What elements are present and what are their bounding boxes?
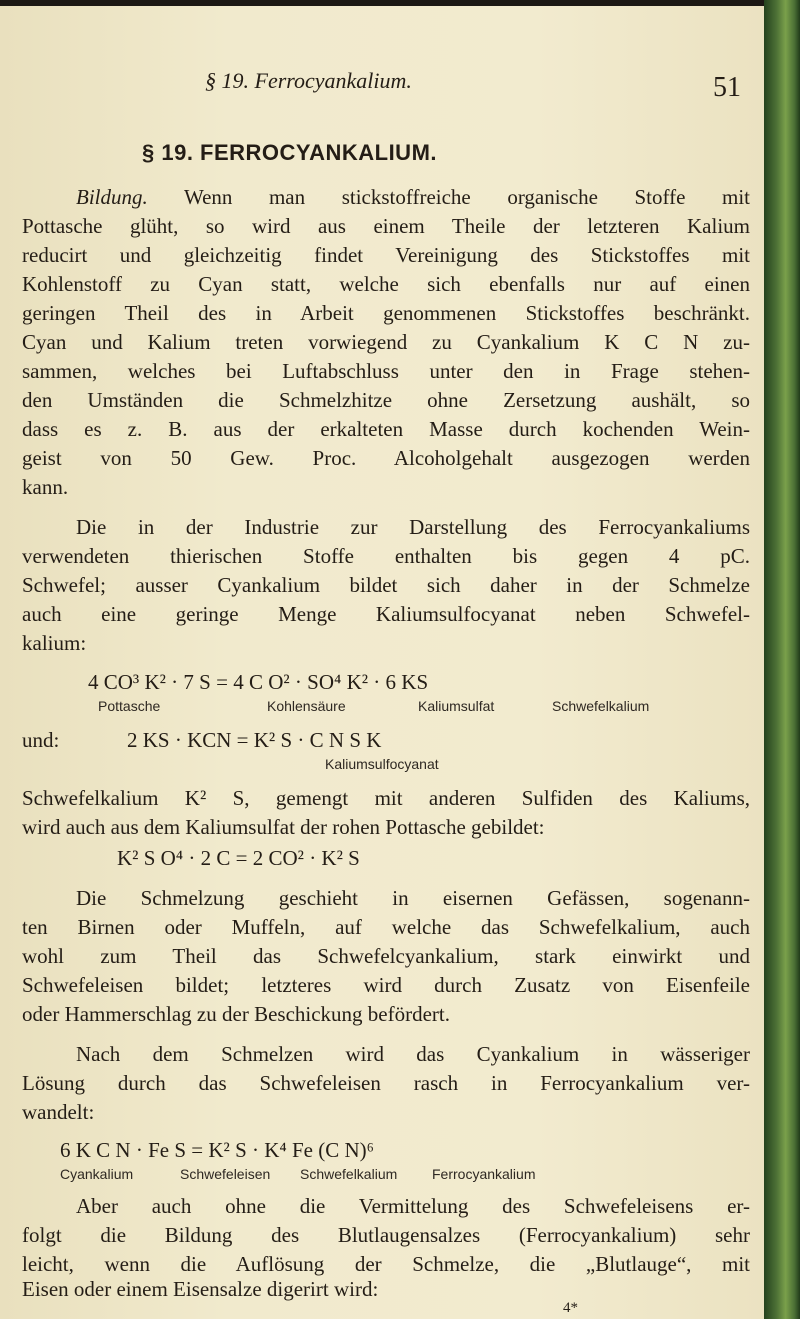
paragraph-4-line: Schwefeleisen bildet; letzteres wird durch Zusatz von Eisenfeile: [22, 973, 750, 997]
book-spine: [764, 0, 800, 1319]
paragraph-1-line: reducirt und gleichzeitig findet Vereinigung des Stickstoffes mit: [22, 243, 750, 267]
signature-mark: 4*: [563, 1300, 578, 1316]
paragraph-1-line: Pottasche glüht, so wird aus einem Theile der letzteren Kalium: [22, 214, 750, 238]
paragraph-6-line: Eisen oder einem Eisensalze digerirt wird:: [22, 1277, 379, 1301]
paragraph-5-line: wandelt:: [22, 1100, 95, 1124]
running-head: § 19. Ferrocyankalium.: [205, 68, 412, 93]
bildung-lead: Bildung.: [76, 185, 148, 209]
paragraph-2-line: auch eine geringe Menge Kaliumsulfocyanat neben Schwefel-: [22, 602, 750, 626]
section-heading: § 19. FERROCYANKALIUM.: [142, 140, 438, 165]
paragraph-3-line: wird auch aus dem Kaliumsulfat der rohen Pottasche gebildet:: [22, 815, 545, 839]
paragraph-1-line: dass es z. B. aus der erkalteten Masse durch kochenden Wein-: [22, 417, 750, 441]
equation-4: 6 K C N · Fe S = K² S · K⁴ Fe (C N)⁶: [60, 1138, 374, 1162]
paragraph-6-line: Aber auch ohne die Vermittelung des Schwefeleisens er-: [76, 1194, 750, 1218]
paragraph-2-line: verwendeten thierischen Stoffe enthalten bis gegen 4 pC.: [22, 544, 750, 568]
equation-4-caption: Schwefeleisen: [180, 1166, 271, 1182]
paragraph-6-line: leicht, wenn die Auflösung der Schmelze, die „Blutlauge“, mit: [22, 1252, 750, 1276]
paragraph-1-line-1-text: Wenn man stickstoffreiche organische Stoffe mit: [147, 185, 750, 209]
equation-3: K² S O⁴ · 2 C = 2 CO² · K² S: [117, 846, 360, 870]
paragraph-6-line: folgt die Bildung des Blutlaugensalzes (Ferrocyankalium) sehr: [22, 1223, 750, 1247]
paragraph-1-line-1: [76, 185, 750, 210]
paragraph-1-line: sammen, welches bei Luftabschluss unter den in Frage stehen-: [22, 359, 750, 383]
paragraph-1-line: Cyan und Kalium treten vorwiegend zu Cyankalium K C N zu-: [22, 330, 750, 354]
paragraph-3-line: Schwefelkalium K² S, gemengt mit anderen Sulfiden des Kaliums,: [22, 786, 750, 810]
equation-4-caption: Schwefelkalium: [300, 1166, 398, 1182]
equation-1-caption: Pottasche: [98, 698, 161, 714]
paragraph-2-line: Die in der Industrie zur Darstellung des Ferrocyankaliums: [76, 515, 750, 539]
equation-2-prefix: und:: [22, 728, 60, 752]
paragraph-4-line: ten Birnen oder Muffeln, auf welche das Schwefelkalium, auch: [22, 915, 750, 939]
paragraph-1-line: den Umständen die Schmelzhitze ohne Zersetzung aushält, so: [22, 388, 750, 412]
page-top-edge: [0, 0, 764, 6]
paragraph-4-line: wohl zum Theil das Schwefelcyankalium, stark einwirkt und: [22, 944, 750, 968]
equation-1-caption: Kaliumsulfat: [418, 698, 495, 714]
equation-2-caption: Kaliumsulfocyanat: [325, 756, 439, 772]
paragraph-4-line: Die Schmelzung geschieht in eisernen Gefässen, sogenann-: [76, 886, 750, 910]
paragraph-5-line: Nach dem Schmelzen wird das Cyankalium in wässeriger: [76, 1042, 750, 1066]
equation-4-caption: Cyankalium: [60, 1166, 134, 1182]
equation-1-caption: Schwefelkalium: [552, 698, 650, 714]
paragraph-2-line: kalium:: [22, 631, 87, 655]
paragraph-1-line: geringen Theil des in Arbeit genommenen Stickstoffes beschränkt.: [22, 301, 750, 325]
paragraph-4-line: oder Hammerschlag zu der Beschickung befördert.: [22, 1002, 450, 1026]
equation-2: 2 KS · KCN = K² S · C N S K: [127, 728, 382, 752]
paragraph-1-line: kann.: [22, 475, 69, 499]
paragraph-5-line: Lösung durch das Schwefeleisen rasch in Ferrocyankalium ver-: [22, 1071, 750, 1095]
paragraph-1-line: geist von 50 Gew. Proc. Alcoholgehalt ausgezogen werden: [22, 446, 750, 470]
equation-4-caption: Ferrocyankalium: [432, 1166, 536, 1182]
equation-1: 4 CO³ K² · 7 S = 4 C O² · SO⁴ K² · 6 KS: [88, 670, 429, 694]
equation-1-caption: Kohlensäure: [267, 698, 346, 714]
paragraph-2-line: Schwefel; ausser Cyankalium bildet sich daher in der Schmelze: [22, 573, 750, 597]
page-number: 51: [713, 72, 741, 103]
paragraph-1-line: Kohlenstoff zu Cyan statt, welche sich ebenfalls nur auf einen: [22, 272, 750, 296]
